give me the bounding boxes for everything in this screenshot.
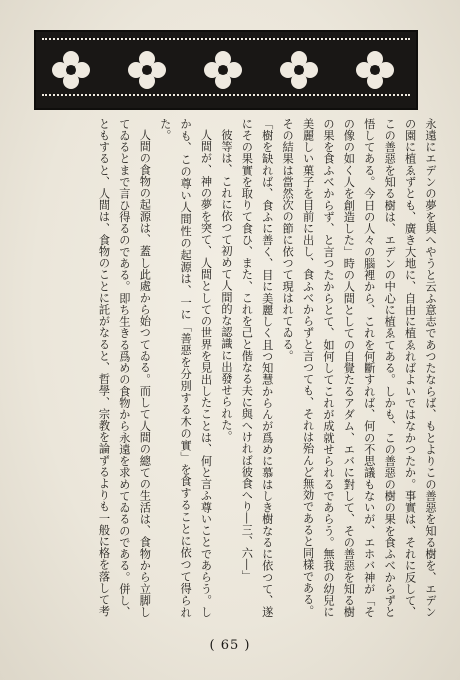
banner-bottom-border bbox=[42, 94, 410, 102]
paragraph: 人間の食物の起源は、蓋し此處から始つてゐる。而して人間の總ての生活は、食物から立脚してゐるとまで言ひ得るのである。即ち生きる爲めの食物から永遠を求めてゐるのである。併し、ともすると、人間は、食物のことに託がなると、哲學、宗教を論ずるよりも一般に格を落して考 bbox=[97, 118, 152, 618]
paragraph: その結果は當然次の節に依つて現はれてゐる。 bbox=[281, 118, 295, 362]
decorative-header-banner bbox=[34, 30, 418, 110]
flower-icon bbox=[354, 49, 396, 91]
banner-top-border bbox=[42, 38, 410, 46]
paragraph: 彼等は、これに依つて初めて人間的な認識に出發せられた。 bbox=[219, 129, 233, 443]
flower-icon bbox=[126, 49, 168, 91]
flower-icon bbox=[278, 49, 320, 91]
paragraph: 永遠にエデンの夢を與へやうと云ふ意志であつたならば、もとよりこの善惡を知る樹を、エデンの園に植ゑずとも、廣き大地に、自由に植ゑればよいではなかつたか。事實は、それに反して、この善惡を知る樹は、エデンの中心に植ゑてある。しかも、この善惡の樹の果を食ふべからずと悟してある。今日の人々の腦裡から、これを何斷すれば、何の不思議もないが、エホバ神が「その像の如く人を創造した」時の人間としての自覺たるアダム、エバに對して、その善惡を知る樹の果を食ふべからず、と言つたからとて、如何してこれが成就せられるであらう。無我の幼兒に美麗しい菓子を目前に出し、食ふべからずと言つても、それは殆んど無効であると同樣である。 bbox=[301, 118, 437, 618]
quoted-passage: 「樹を缺れば、食ふに善く、目に美麗しく且つ知慧からんが爲めに慕はしき樹なるに依つて、遂にその果實を取りて食ひ、また、これを己と偕なる夫に與へければ彼食へり―三、六―」 bbox=[240, 118, 274, 618]
flower-icon bbox=[50, 49, 92, 91]
paragraph: 人間が、神の夢を突て、人間としての世界を見出したことは、何と言ふ尊いことであらう。しかも、この尊い人間性の起源は、一に「善惡を分別する木の實」を食することに依つて得られた。 bbox=[158, 118, 213, 618]
page-number: ( 65 ) bbox=[209, 638, 251, 653]
flower-icon bbox=[202, 49, 244, 91]
vertical-body-text bbox=[20, 118, 440, 618]
